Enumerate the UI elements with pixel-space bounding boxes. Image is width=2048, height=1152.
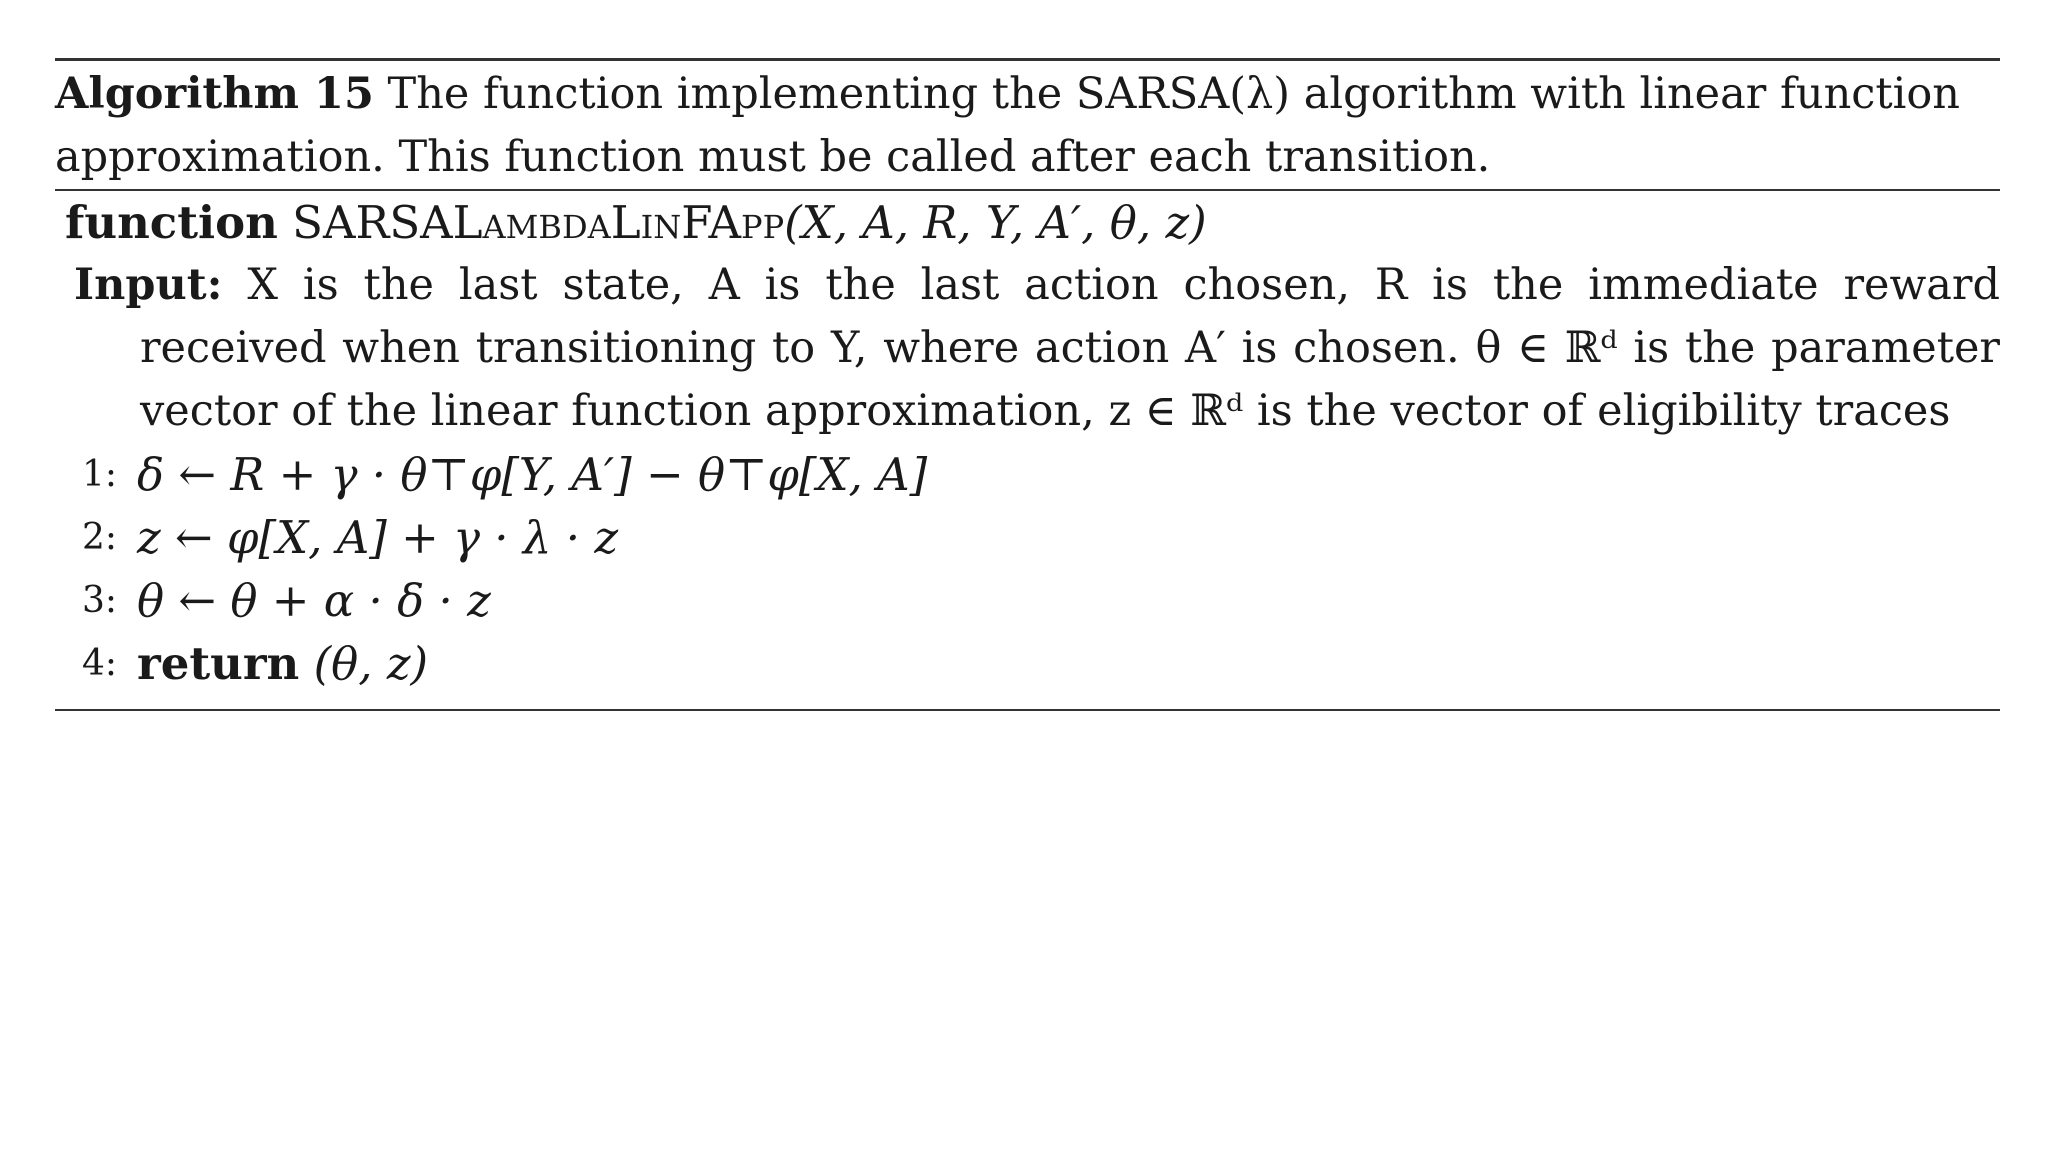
step-number: 3: <box>81 580 117 621</box>
function-args: (X, A, R, Y, A′, θ, z) <box>784 196 1207 249</box>
function-name-part: SARSAL <box>277 196 483 249</box>
algorithm-steps <box>55 443 2000 695</box>
function-name-part: FA <box>681 196 742 249</box>
step-number: 4: <box>81 643 117 684</box>
function-name-part: ambda <box>482 196 611 249</box>
algorithm-step <box>55 443 2000 506</box>
step-expression: (θ, z) <box>299 637 429 690</box>
algorithm-label: Algorithm 15 <box>55 69 374 119</box>
bottom-rule <box>55 709 2000 711</box>
bottom-spacer <box>55 695 2000 709</box>
input-description <box>55 254 2000 443</box>
input-text: X is the last state, A is the last action chosen, R is the immediate reward received when transitioning to Y, where action A′ is chosen. θ ∈ ℝᵈ is the parameter vector of the linear function approximation, z ∈ ℝᵈ is the vector of eligibility traces <box>140 260 2000 436</box>
function-keyword: function <box>65 196 278 249</box>
step-number: 1: <box>81 454 117 495</box>
function-name-part: in <box>640 196 682 249</box>
step-expression: θ ← θ + α · δ · z <box>137 574 491 627</box>
input-label: Input: <box>74 260 223 310</box>
algorithm-step <box>55 506 2000 569</box>
algorithm-block <box>55 58 2000 711</box>
algorithm-step <box>55 632 2000 695</box>
algorithm-step <box>55 569 2000 632</box>
function-name-part: L <box>610 196 641 249</box>
return-keyword: return <box>137 637 300 690</box>
step-number: 2: <box>81 517 117 558</box>
step-expression: δ ← R + γ · θ⊤φ[Y, A′] − θ⊤φ[X, A] <box>137 448 928 501</box>
function-signature <box>55 191 2000 254</box>
step-expression: z ← φ[X, A] + γ · λ · z <box>137 511 619 564</box>
algorithm-caption-text: The function implementing the SARSA(λ) algorithm with linear function approximation. This function must be called after each transition. <box>55 69 1960 182</box>
algorithm-caption <box>55 61 2000 189</box>
function-name-part: pp <box>741 196 785 249</box>
